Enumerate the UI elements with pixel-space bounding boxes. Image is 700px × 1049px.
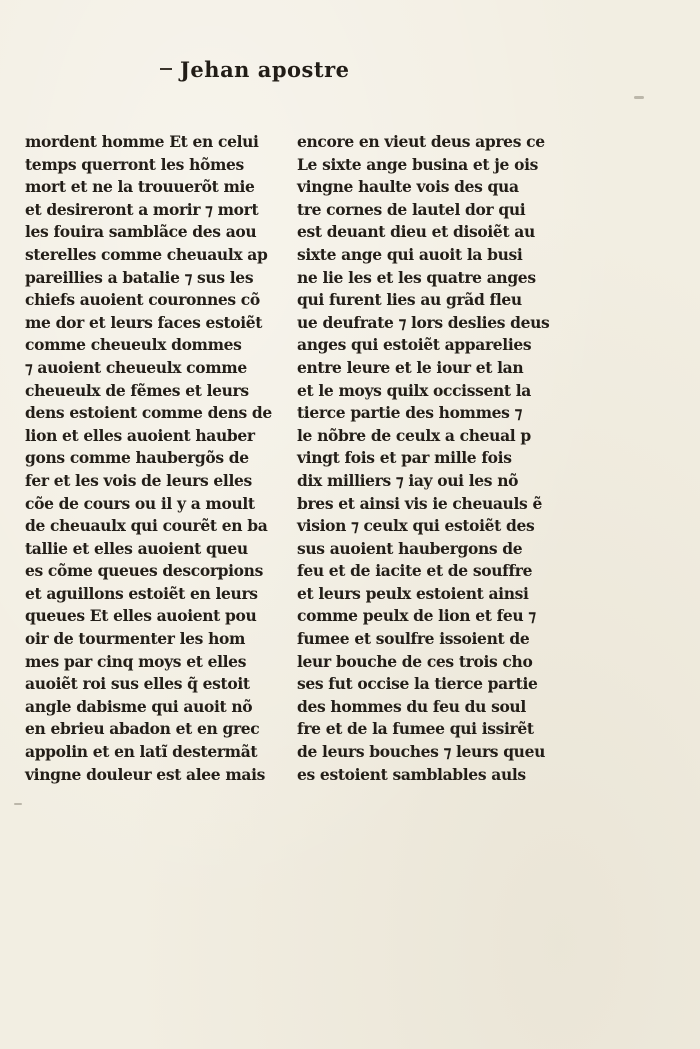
right-text-column (297, 131, 550, 786)
text-line: dix milliers ⁊ iay oui les nõ (297, 470, 519, 490)
text-line: leur bouche de ces trois cho (297, 651, 533, 671)
text-line: le nõbre de ceulx a cheual p (297, 425, 531, 445)
text-line: sterelles comme cheuaulx ap (25, 244, 268, 264)
text-line: en ebrieu abadon et en grec (25, 719, 260, 739)
text-line: pareillies a batalie ⁊ sus les (25, 267, 254, 287)
text-line: vision ⁊ ceulx qui estoiẽt des (297, 516, 535, 536)
text-line: comme cheueulx dommes (25, 335, 242, 355)
text-line: tre cornes de lautel dor qui (297, 199, 526, 219)
running-head-area (160, 52, 400, 86)
text-line: ue deufrate ⁊ lors deslies deus (297, 312, 550, 332)
ink-blot (14, 803, 22, 805)
text-line: de cheuaulx qui courẽt en ba (25, 516, 268, 536)
text-line: queues Et elles auoient pou (25, 606, 257, 626)
text-line: bres et ainsi vis ie cheuauls ẽ (297, 493, 542, 513)
text-line: Le sixte ange busina et je ois (297, 154, 539, 174)
text-line: ⁊ auoient cheueulx comme (25, 357, 247, 377)
text-line: sus auoient haubergons de (297, 538, 523, 558)
text-line: lion et elles auoient hauber (25, 425, 255, 445)
text-line: qui furent lies au grãd fleu (297, 290, 522, 310)
text-line: anges qui estoiẽt apparelies (297, 335, 532, 355)
text-line: vingt fois et par mille fois (297, 448, 512, 468)
text-line: ses fut occise la tierce partie (297, 674, 538, 694)
text-line: mes par cinq moys et elles (25, 651, 247, 671)
text-line: chiefs auoient couronnes cõ (25, 290, 260, 310)
text-line: cheueulx de fẽmes et leurs (25, 380, 249, 400)
text-line: oir de tourmenter les hom (25, 629, 246, 649)
text-line: es estoient samblables auls (297, 764, 526, 784)
text-line: sixte ange qui auoit la busi (297, 244, 523, 264)
text-line: des hommes du feu du soul (297, 696, 526, 716)
left-text-column (25, 131, 272, 786)
text-line: et desireront a morir ⁊ mort (25, 199, 259, 219)
text-line: tierce partie des hommes ⁊ (297, 403, 522, 423)
text-line: mort et ne la trouuerõt mie (25, 177, 255, 197)
text-line: gons comme haubergõs de (25, 448, 249, 468)
text-line: et le moys quilx occissent la (297, 380, 531, 400)
text-line: fer et les vois de leurs elles (25, 470, 252, 490)
text-line: de leurs bouches ⁊ leurs queu (297, 742, 546, 762)
text-line: est deuant dieu et disoiẽt au (297, 222, 535, 242)
text-line: temps querront les hõmes (25, 154, 244, 174)
text-line: vingne douleur est alee mais (25, 764, 266, 784)
text-line: les fouira samblãce des aou (25, 222, 257, 242)
text-line: comme peulx de lion et feu ⁊ (297, 606, 536, 626)
text-line: me dor et leurs faces estoiẽt (25, 312, 263, 332)
text-line: tallie et elles auoient queu (25, 538, 248, 558)
text-line: fre et de la fumee qui issirẽt (297, 719, 534, 739)
ink-blot (634, 96, 644, 99)
text-line: feu et de iacite et de souffre (297, 561, 533, 581)
text-line: angle dabisme qui auoit nõ (25, 696, 253, 716)
text-line: et leurs peulx estoient ainsi (297, 583, 529, 603)
text-line: dens estoient comme dens de (25, 403, 272, 423)
text-line: vingne haulte vois des qua (297, 177, 519, 197)
text-line: appolin et en latĩ destermãt (25, 742, 258, 762)
text-line: cõe de cours ou il y a moult (25, 493, 255, 513)
text-line: auoiẽt roi sus elles q̃ estoit (25, 674, 250, 694)
text-line: fumee et soulfre issoient de (297, 629, 530, 649)
text-line: es cõme queues descorpions (25, 561, 263, 581)
text-line: et aguillons estoiẽt en leurs (25, 583, 258, 603)
running-head: Jehan apostre (180, 56, 350, 82)
text-line: mordent homme Et en celui (25, 132, 259, 151)
header-dash (160, 68, 172, 70)
text-line: entre leure et le iour et lan (297, 357, 524, 377)
text-line: ne lie les et les quatre anges (297, 267, 536, 287)
text-line: encore en vieut deus apres ce (297, 132, 545, 151)
